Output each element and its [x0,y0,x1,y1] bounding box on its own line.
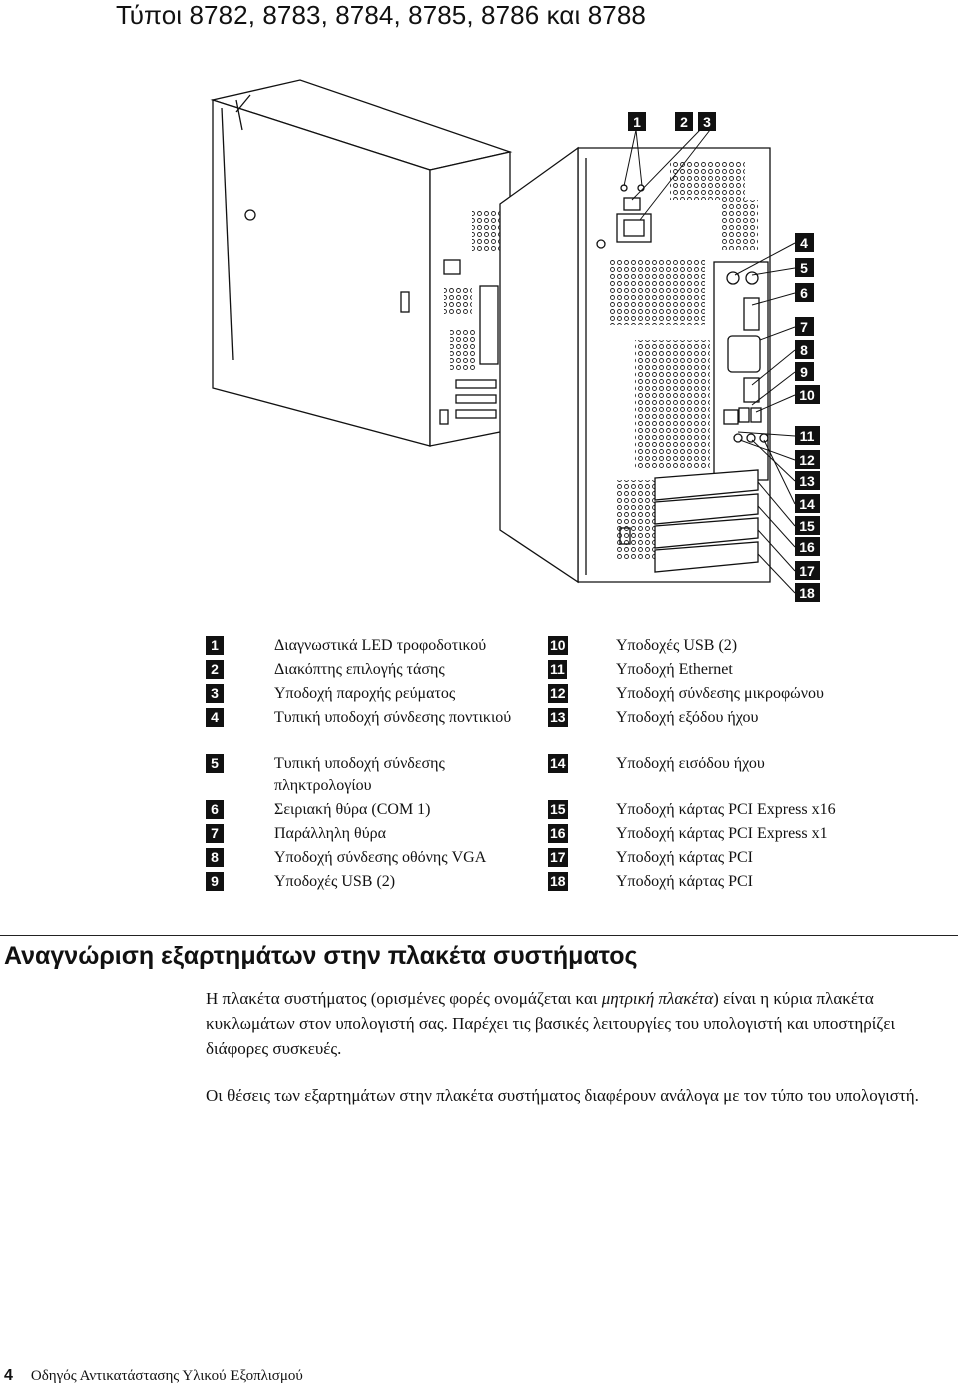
legend-badge: 7 [206,824,224,843]
legend-row [206,683,906,707]
rear-panel-illustration [500,148,770,582]
callout-9 [795,362,814,381]
paragraph-text: ) είναι η κύρια πλακέτα κυκλωμάτων στον υπολογιστή σας. Παρέχει τις βασικές λειτουργίες του υπολογιστή και υποστηρίζει διάφορες συσκευές. [206,989,896,1058]
body-paragraph [206,986,956,1061]
legend-badge: 10 [550,637,566,653]
callout-6 [795,283,814,302]
page-number: 4 [4,1367,13,1384]
legend-badge: 5 [206,754,224,773]
callout-13 [795,471,820,490]
legend-label: Τυπική υποδοχή σύνδεσης ποντικιού [274,709,512,726]
legend-badge: 11 [550,661,565,677]
svg-text:12: 12 [799,452,815,468]
legend-badge: 14 [550,755,566,771]
legend-row [206,823,906,847]
legend-badge: 1 [206,636,224,655]
legend-label: Υποδοχή Ethernet [616,661,733,678]
legend-row [206,753,906,799]
legend-badge: 12 [550,685,566,701]
legend-label: Υποδοχή κάρτας PCI Express x1 [616,825,828,842]
page-title: Τύποι 8782, 8783, 8784, 8785, 8786 και 8788 [116,0,646,30]
svg-text:9: 9 [800,364,808,380]
svg-text:1: 1 [633,114,641,130]
legend-table [206,635,906,895]
callout-8 [795,340,814,359]
section-title: Αναγνώριση εξαρτημάτων στην πλακέτα συστήματος [4,942,638,970]
legend-label: Υποδοχή κάρτας PCI [616,873,753,890]
svg-text:10: 10 [799,387,815,403]
svg-text:5: 5 [800,260,808,276]
svg-text:8: 8 [800,342,808,358]
legend-label: Υποδοχή σύνδεσης μικροφώνου [616,685,824,702]
legend-label: Σειριακή θύρα (COM 1) [274,801,431,818]
legend-badge: 17 [550,849,566,865]
svg-text:3: 3 [703,114,711,130]
legend-badge: 18 [550,873,566,889]
emphasis-term: μητρική πλακέτα [601,989,714,1008]
legend-row [206,659,906,683]
legend-row [206,871,906,895]
legend-badge: 6 [206,800,224,819]
legend-badge: 4 [206,708,224,727]
svg-text:13: 13 [799,473,815,489]
legend-row [206,847,906,871]
legend-badge: 15 [550,801,566,817]
legend-badge: 8 [206,848,224,867]
callout-16 [795,537,820,556]
svg-text:2: 2 [680,114,688,130]
legend-label: Τυπική υποδοχή σύνδεσης πληκτρολογίου [274,755,445,794]
legend-badge: 3 [206,684,224,703]
legend-badge: 2 [206,660,224,679]
callout-15 [795,516,820,535]
svg-text:16: 16 [799,539,815,555]
legend-label: Υποδοχή εξόδου ήχου [616,709,759,726]
svg-text:11: 11 [799,428,815,444]
legend-label: Υποδοχές USB (2) [274,873,396,890]
page-footer [4,1366,303,1386]
footer-title: Οδηγός Αντικατάστασης Υλικού Εξοπλισμού [30,1368,303,1384]
legend-label: Διακόπτης επιλογής τάσης [274,661,445,678]
svg-text:18: 18 [799,585,815,601]
callout-11 [795,426,820,445]
callout-17 [795,561,820,580]
legend-label: Υποδοχή κάρτας PCI [616,849,753,866]
svg-text:14: 14 [799,496,815,512]
callout-4 [795,233,814,252]
svg-text:15: 15 [799,518,815,534]
callout-18 [795,583,820,602]
legend-label: Παράλληλη θύρα [274,825,386,842]
paragraph-text: Η πλακέτα συστήματος (ορισμένες φορές ονομάζεται και [206,989,602,1008]
computer-rear-view-figure [0,60,960,620]
callout-14 [795,494,820,513]
legend-badge: 16 [550,825,566,841]
svg-text:17: 17 [799,563,815,579]
legend-label: Υποδοχές USB (2) [616,637,738,654]
legend-label: Υποδοχή σύνδεσης οθόνης VGA [274,849,487,866]
callout-3 [698,112,716,131]
svg-text:4: 4 [800,235,808,251]
legend-badge: 9 [206,872,224,891]
legend-label: Υποδοχή κάρτας PCI Express x16 [616,801,836,818]
small-tower-illustration [213,80,510,446]
callout-5 [795,258,814,277]
callout-2 [675,112,693,131]
body-paragraph: Οι θέσεις των εξαρτημάτων στην πλακέτα συστήματος διαφέρουν ανάλογα με τον τύπο του υπολογιστή. [206,1086,919,1105]
svg-text:6: 6 [800,285,808,301]
callout-7 [795,317,814,336]
legend-label: Υποδοχή παροχής ρεύματος [274,685,456,702]
legend-label: Διαγνωστικά LED τροφοδοτικού [274,637,487,654]
legend-row [206,799,906,823]
legend-badge: 13 [550,709,566,725]
callout-1 [628,112,646,131]
legend-row [206,707,906,753]
legend-row [206,635,906,659]
section-divider [0,935,958,936]
callout-10 [795,385,820,404]
svg-text:7: 7 [800,319,808,335]
callout-12 [795,450,820,469]
legend-label: Υποδοχή εισόδου ήχου [616,755,765,772]
